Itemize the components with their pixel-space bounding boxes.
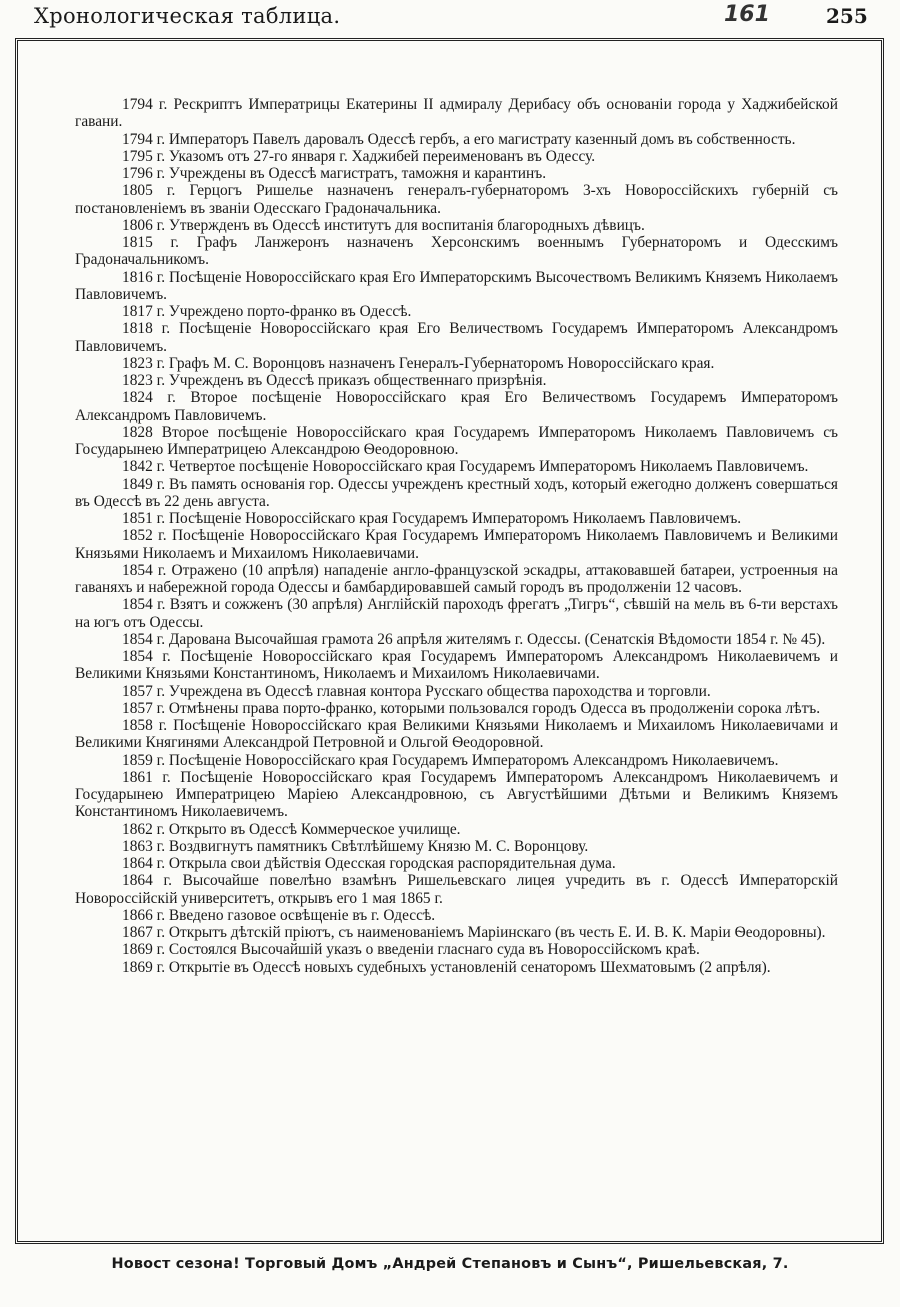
chronology-entry: 1823 г. Учрежденъ въ Одессѣ приказъ общественнаго призрѣнія. bbox=[122, 372, 547, 389]
page-header bbox=[0, 0, 900, 40]
chronology-entry: 1854 г. Отражено (10 апрѣля) нападеніе англо-французской эскадры, аттаковавшей батареи, устроенныя на гаваняхъ и набережной города Одессы и бамбардировавшей самый городъ въ продолженіи 12 часовъ. bbox=[75, 561, 838, 596]
chronology-entry: 1816 г. Посѣщеніе Новороссійскаго края Его Императорскимъ Высочествомъ Великимъ Княземъ Николаемъ Павловичемъ. bbox=[75, 268, 838, 303]
chronology-entry: 1867 г. Открытъ дѣтскій пріютъ, съ наименованіемъ Маріинскаго (въ честь Е. И. В. К. Маріи Ѳеодоровны). bbox=[122, 924, 826, 941]
chronology-entry: 1824 г. Второе посѣщеніе Новороссійскаго края Его Величествомъ Государемъ Императоромъ Александромъ Павловичемъ. bbox=[75, 389, 838, 424]
handwritten-mark: 161 bbox=[724, 2, 770, 27]
page-number: 255 bbox=[826, 4, 868, 28]
chronology-entry: 1823 г. Графъ М. С. Воронцовъ назначенъ Генералъ-Губернаторомъ Новороссійскаго края. bbox=[122, 354, 715, 372]
chronology-entry: 1817 г. Учреждено порто-франко въ Одессѣ. bbox=[122, 303, 412, 320]
chronology-entry: 1857 г. Учреждена въ Одессѣ главная контора Русскаго общества пароходства и торговли. bbox=[122, 682, 711, 700]
chronology-entry: 1815 г. Графъ Ланжеронъ назначенъ Херсонскимъ военнымъ Губернаторомъ и Одесскимъ Градоначальникомъ. bbox=[75, 234, 838, 269]
chronology-entry: 1852 г. Посѣщеніе Новороссійскаго Края Государемъ Императоромъ Николаемъ Павловичемъ и Великими Князьями Николаемъ и Михаиломъ Николаевичами. bbox=[75, 527, 838, 562]
footer-advertisement: Новост сезона! Торговый Домъ „Андрей Степановъ и Сынъ“, Ришельевская, 7. bbox=[111, 1256, 789, 1272]
chronology-entry: 1818 г. Посѣщеніе Новороссійскаго края Его Величествомъ Государемъ Императоромъ Александромъ Павловичемъ. bbox=[75, 320, 838, 355]
chronology-list bbox=[75, 96, 838, 976]
chronology-entry: 1857 г. Отмѣнены права порто-франко, которыми пользовался городъ Одесса въ продолженіи сорока лѣтъ. bbox=[122, 699, 821, 717]
chronology-entry: 1794 г. Императоръ Павелъ даровалъ Одессѣ гербъ, а его магистрату казенный домъ въ собственность. bbox=[122, 130, 796, 148]
chronology-entry: 1864 г. Открыла свои дѣйствія Одесская городская распорядительная дума. bbox=[122, 855, 616, 872]
chronology-entry: 1863 г. Воздвигнутъ памятникъ Свѣтлѣйшему Князю М. С. Воронцову. bbox=[122, 837, 589, 855]
chronology-entry: 1796 г. Учреждены въ Одессѣ магистратъ, таможня и карантинъ. bbox=[122, 165, 547, 182]
chronology-entry: 1858 г. Посѣщеніе Новороссійскаго края Великими Князьями Николаемъ и Михаиломъ Николаевичами и Великими Княгинями Александрой Петровной и Ольгой Ѳеодоровной. bbox=[75, 717, 838, 752]
chronology-entry: 1854 г. Посѣщеніе Новороссійскаго края Государемъ Императоромъ Александромъ Николаевичемъ и Великими Князьями Константиномъ, Николаемъ и Михаиломъ Николаевичами. bbox=[75, 648, 838, 683]
chronology-entry: 1806 г. Утвержденъ въ Одессѣ институтъ для воспитанія благородныхъ дѣвицъ. bbox=[122, 216, 645, 234]
chronology-entry: 1795 г. Указомъ отъ 27-го января г. Хаджибей переименованъ въ Одессу. bbox=[122, 147, 596, 165]
chronology-entry: 1828 Второе посѣщеніе Новороссійскаго края Государемъ Императоромъ Николаемъ Павловичемъ съ Государынею Императрицею Александрою Ѳеодоровною. bbox=[75, 423, 838, 458]
chronology-entry: 1862 г. Открыто въ Одессѣ Коммерческое училище. bbox=[122, 820, 461, 838]
chronology-entry: 1849 г. Въ память основанія гор. Одессы учрежденъ крестный ходъ, который ежегодно долженъ совершаться въ Одессѣ въ 22 день августа. bbox=[75, 475, 838, 510]
chronology-entry: 1854 г. Взятъ и сожженъ (30 апрѣля) Англійскій пароходъ фрегатъ „Тигръ“, сѣвшій на мель въ 6-ти верстахъ на югъ отъ Одессы. bbox=[75, 596, 838, 631]
chronology-entry: 1869 г. Состоялся Высочайшій указъ о введеніи гласнаго суда въ Новороссійскомъ краѣ. bbox=[122, 941, 700, 959]
chronology-entry: 1859 г. Посѣщеніе Новороссійскаго края Государемъ Императоромъ Александромъ Николаевичемъ. bbox=[122, 751, 779, 769]
chronology-entry: 1864 г. Высочайше повелѣно взамѣнъ Ришельевскаго лицея учредить въ г. Одессѣ Императорскій Новороссійскій университетъ, открывъ его 1 мая 1865 г. bbox=[75, 872, 838, 907]
chronology-entry: 1851 г. Посѣщеніе Новороссійскаго края Государемъ Императоромъ Николаемъ Павловичемъ. bbox=[122, 510, 742, 527]
chronology-entry: 1794 г. Рескриптъ Императрицы Екатерины II адмиралу Дерибасу объ основаніи города у Хаджибейской гавани. bbox=[75, 96, 838, 131]
chronology-entry: 1805 г. Герцогъ Ришелье назначенъ генералъ-губернаторомъ 3-хъ Новороссійскихъ губерній съ постановленіемъ въ званіи Одесскаго Градоначальника. bbox=[75, 182, 838, 217]
chronology-entry: 1866 г. Введено газовое освѣщеніе въ г. Одессѣ. bbox=[122, 906, 436, 924]
chronology-entry: 1854 г. Дарована Высочайшая грамота 26 апрѣля жителямъ г. Одессы. (Сенатскія Вѣдомости 1854 г. № 45). bbox=[122, 630, 826, 648]
running-title: Хронологическая таблица. bbox=[34, 4, 341, 28]
chronology-entry: 1861 г. Посѣщеніе Новороссійскаго края Государемъ Императоромъ Александромъ Николаевичемъ и Государынею Императрицею Маріею Александровною, съ Августѣйшими Дѣтьми и Великимъ Княземъ Константиномъ Николаевичемъ. bbox=[75, 768, 838, 821]
chronology-entry: 1842 г. Четвертое посѣщеніе Новороссійскаго края Государемъ Императоромъ Николаемъ Павловичемъ. bbox=[122, 458, 809, 476]
chronology-entry: 1869 г. Открытіе въ Одессѣ новыхъ судебныхъ установленій сенаторомъ Шехматовымъ (2 апрѣля). bbox=[122, 958, 771, 976]
